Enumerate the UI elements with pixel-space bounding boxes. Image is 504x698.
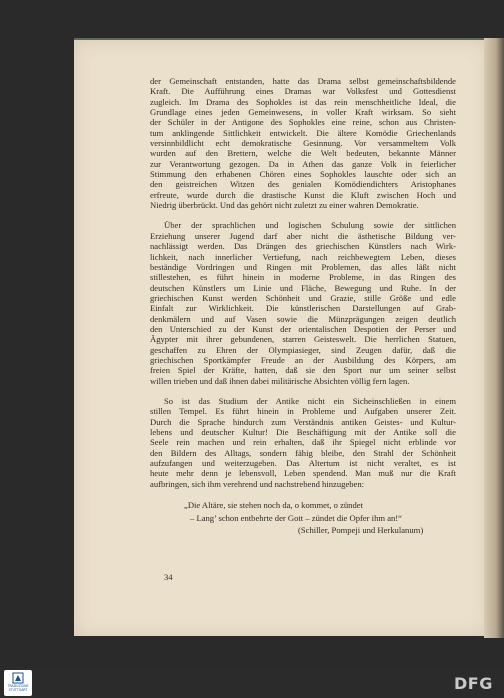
- text-line: erfreute, wurde durch die drastische Kunst die Kluft zwischen Hoch und: [150, 189, 456, 200]
- viewer-footer: [0, 668, 504, 698]
- paragraph-gap: [150, 210, 456, 220]
- text-line: stillestehen, es führt hinein in moderne Probleme, in das Ringen des: [150, 272, 456, 283]
- dfg-logo: DFG: [454, 674, 493, 693]
- text-line: Seele rein machen und rein erhalten, daß ihr Spiegel nicht erblinde vor: [150, 437, 456, 448]
- paragraph: [150, 220, 456, 386]
- text-line: aufbringen, sich ihm verehrend und nachstrebend hinzugeben:: [150, 478, 365, 489]
- library-emblem-icon: [12, 672, 24, 684]
- page-number: 34: [164, 572, 173, 582]
- text-line: geschaffen zu Ehren der Olympiasieger, sind Zeugen dafür, daß die: [150, 344, 456, 355]
- text-line: Ägypter mit ihrer gebundenen, starren Geisteswelt. Die herrlichen Statuen,: [150, 334, 456, 345]
- text-line: stillen Tempel. Es führt hinein in Probleme und Aufgaben unserer Zeit.: [150, 406, 456, 417]
- text-line: tum anklingende Sittlichkeit entwickelt. Die ältere Komödie Griechenlands: [150, 127, 456, 138]
- page-edge: [484, 38, 504, 638]
- quote-line-1: „Die Altäre, sie stehen noch da, o kommet, o zündet: [184, 500, 363, 511]
- text-line: lichkeit, nach innerlicher Vertiefung, nach reichbewegtem Leben, dieses: [150, 251, 456, 262]
- text-line: heute mehr denn je lebensvoll, Leben spendend. Man muß nur die Kraft: [150, 468, 456, 479]
- text-line: willen trieben und daß ihnen dabei militärische Absichten völlig fern lagen.: [150, 375, 410, 386]
- text-line: denkmälern und auf Vasen sowie die Münzprägungen zeigen deutlich: [150, 313, 456, 324]
- text-line: Stimmung den erhabenen Chören eines Sophokles lauschte oder sich an: [150, 169, 456, 180]
- text-line: Über der sprachlichen und logischen Schulung sowie der sittlichen: [164, 220, 456, 231]
- text-line: lebens und deutscher Kultur! Die Beschäftigung mit der Antike soll die: [150, 427, 456, 437]
- text-line: aufzufangen und weiterzugeben. Das Altertum ist nicht veraltet, es ist: [150, 458, 456, 469]
- text-line: Grundlage eines jeden Gemeinwesens, in voller Kraft wirksam. So sieht: [150, 107, 456, 118]
- text-line: Erziehung unserer Jugend darf aber nicht die ästhetische Bildung ver-: [150, 230, 456, 241]
- text-line: griechischen Kunst werden Schönheit und Grazie, stille Größe und edle: [150, 292, 456, 303]
- text-line: Einfalt zur Wirklichkeit. Die künstlerischen Darstellungen auf Grab-: [150, 303, 456, 314]
- text-line: zur Verantwortung gezogen. Da in Athen das ganze Volk in feierlicher: [150, 158, 456, 169]
- text-line: Durch die Sprache hindurch zum Verständnis antiken Geistes- und Kultur-: [150, 416, 456, 427]
- text-line: So ist das Studium der Antike nicht ein Sicheinschließen in einem: [164, 395, 456, 406]
- text-line: beständige Vordringen und Ringen mit Problemen, das alles läßt nicht: [150, 261, 456, 272]
- text-line: der Schüler in der Antigone des Sophokles eine reine, schon aus Christen-: [150, 117, 456, 128]
- text-line: Kraft. Die Aufführung eines Dramas war Volksfest und Gottesdienst: [150, 86, 456, 97]
- text-line: griechischen Sportkämpfer Freude an der Ausbildung des Körpers, am: [150, 354, 456, 365]
- text-line: den geistreichen Witzen des genialen Komödiendichters Aristophanes: [150, 179, 456, 190]
- paragraph-gap: [150, 386, 456, 396]
- text-line: wurden auf den Brettern, welche die Welt bedeuten, bekannte Männer: [150, 148, 456, 159]
- quote-source: (Schiller, Pompeji und Herkulanum): [298, 525, 424, 536]
- library-logo: [4, 670, 32, 696]
- text-line: der Gemeinschaft entstanden, hatte das Drama selbst gemeinschaftsbildende: [150, 76, 456, 86]
- quote-line-2: – Lang’ schon entbehrte der Gott – zündet die Opfer ihm an!“: [190, 512, 402, 523]
- text-line: deutschen Künstlers um Linie und Fläche, Bewegung und Ruhe. In der: [150, 282, 456, 293]
- quote-gap: [150, 489, 456, 499]
- text-line: den Bildern des Alltags, sondern fähig bleibe, den Strahl der Schönheit: [150, 447, 456, 458]
- text-line: den Unterschied zu der Kunst der orientalischen Despotien der Perser und: [150, 323, 456, 334]
- quote-block: [150, 499, 456, 537]
- text-line: nachlässigt werden. Das Drängen des griechischen Künstlers nach Wirk-: [150, 241, 456, 252]
- library-logo-text: TRADUZIONE STUTTGART: [7, 684, 29, 692]
- text-line: freien Spiel der Kräfte, hatten, daß sie den Sport nur um seiner selbst: [150, 365, 456, 376]
- paragraph: [150, 76, 456, 210]
- paragraph: [150, 396, 456, 489]
- body-text: [150, 76, 456, 537]
- text-line: versinnbildlicht echt demokratische Gesinnung. Vor versammeltem Volk: [150, 138, 456, 149]
- text-line: Niedrig überbrückt. Und das gehört nicht zuletzt zu einer wahren Demokratie.: [150, 200, 419, 211]
- text-line: zugleich. Im Drama des Sophokles ist das rein menschheitliche Ideal, die: [150, 96, 456, 107]
